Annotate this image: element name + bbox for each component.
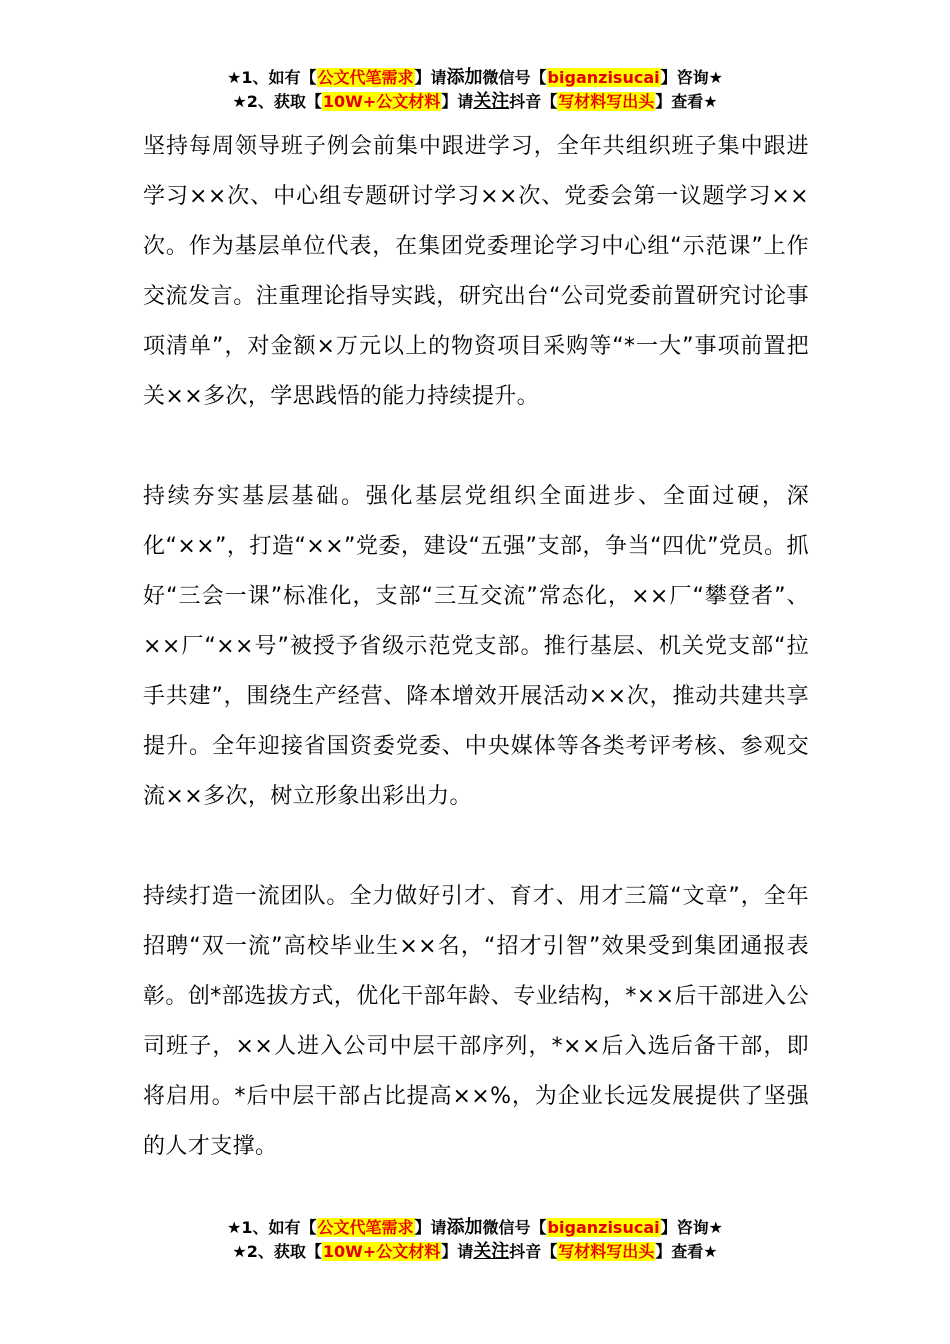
document-body	[143, 122, 809, 1172]
account-highlight: 写材料写出头	[558, 1242, 655, 1261]
banner-2-prefix: ★2、获取【	[232, 92, 322, 111]
banner-line-1	[0, 66, 950, 90]
paragraph-grassroots: 持续夯实基层基础。强化基层党组织全面进步、全面过硬，深化“××”，打造“××”党委，建设“五强”支部，争当“四优”党员。抓好“三会一课”标准化，支部“三互交流”常态化，××厂“攀登者”、××厂“××号”被授予省级示范党支部。推行基层、机关党支部“拉手共建”，围绕生产经营、降本增效开展活动××次，推动共建共享提升。全年迎接省国资委党委、中央媒体等各类考评考核、参观交流××多次，树立形象出彩出力。	[143, 484, 809, 809]
banner-line-1	[0, 1216, 950, 1240]
header-banner	[0, 66, 950, 114]
paragraph-team: 持续打造一流团队。全力做好引才、育才、用才三篇“文章”，全年招聘“双一流”高校毕业生××名，“招才引智”效果受到集团通报表彰。创*部选拔方式，优化干部年龄、专业结构，*××后干部进入公司班子，××人进入公司中层干部序列，*××后入选后备干部，即将启用。*后中层干部占比提高××%，为企业长远发展提供了坚强的人才支撑。	[143, 884, 809, 1159]
banner-1-middle-a: 】请	[414, 68, 447, 87]
banner-line-2	[0, 90, 950, 114]
wechat-id-highlight: biganzisucai	[547, 1218, 660, 1237]
banner-1-prefix: ★1、如有【	[227, 68, 317, 87]
service-highlight: 公文代笔需求	[317, 1218, 414, 1237]
banner-1-prefix: ★1、如有【	[227, 1218, 317, 1237]
add-emphasis: 添加	[446, 1217, 483, 1238]
paragraph-spacer	[143, 822, 809, 872]
banner-1-middle-b: 微信号【	[482, 68, 547, 87]
paragraph-spacer	[143, 422, 809, 472]
materials-highlight: 10W+公文材料	[322, 92, 441, 111]
paragraph-study: 坚持每周领导班子例会前集中跟进学习，全年共组织班子集中跟进学习××次、中心组专题研讨学习××次、党委会第一议题学习××次。作为基层单位代表，在集团党委理论学习中心组“示范课”上作交流发言。注重理论指导实践，研究出台“公司党委前置研究讨论事项清单”，对金额×万元以上的物资项目采购等“*一大”事项前置把关××多次，学思践悟的能力持续提升。	[143, 134, 809, 409]
banner-2-middle-b: 抖音【	[509, 92, 558, 111]
banner-1-suffix: 】咨询★	[660, 68, 723, 87]
service-highlight: 公文代笔需求	[317, 68, 414, 87]
wechat-id-highlight: biganzisucai	[547, 68, 660, 87]
banner-2-prefix: ★2、获取【	[232, 1242, 322, 1261]
banner-1-suffix: 】咨询★	[660, 1218, 723, 1237]
follow-emphasis: 关注	[473, 1241, 510, 1262]
add-emphasis: 添加	[446, 67, 483, 88]
account-highlight: 写材料写出头	[558, 92, 655, 111]
banner-2-middle-b: 抖音【	[509, 1242, 558, 1261]
banner-2-suffix: 】查看★	[655, 92, 718, 111]
banner-2-middle-a: 】请	[441, 1242, 474, 1261]
banner-2-middle-a: 】请	[441, 92, 474, 111]
banner-2-suffix: 】查看★	[655, 1242, 718, 1261]
footer-banner	[0, 1216, 950, 1264]
follow-emphasis: 关注	[473, 91, 510, 112]
materials-highlight: 10W+公文材料	[322, 1242, 441, 1261]
banner-line-2	[0, 1240, 950, 1264]
banner-1-middle-a: 】请	[414, 1218, 447, 1237]
banner-1-middle-b: 微信号【	[482, 1218, 547, 1237]
